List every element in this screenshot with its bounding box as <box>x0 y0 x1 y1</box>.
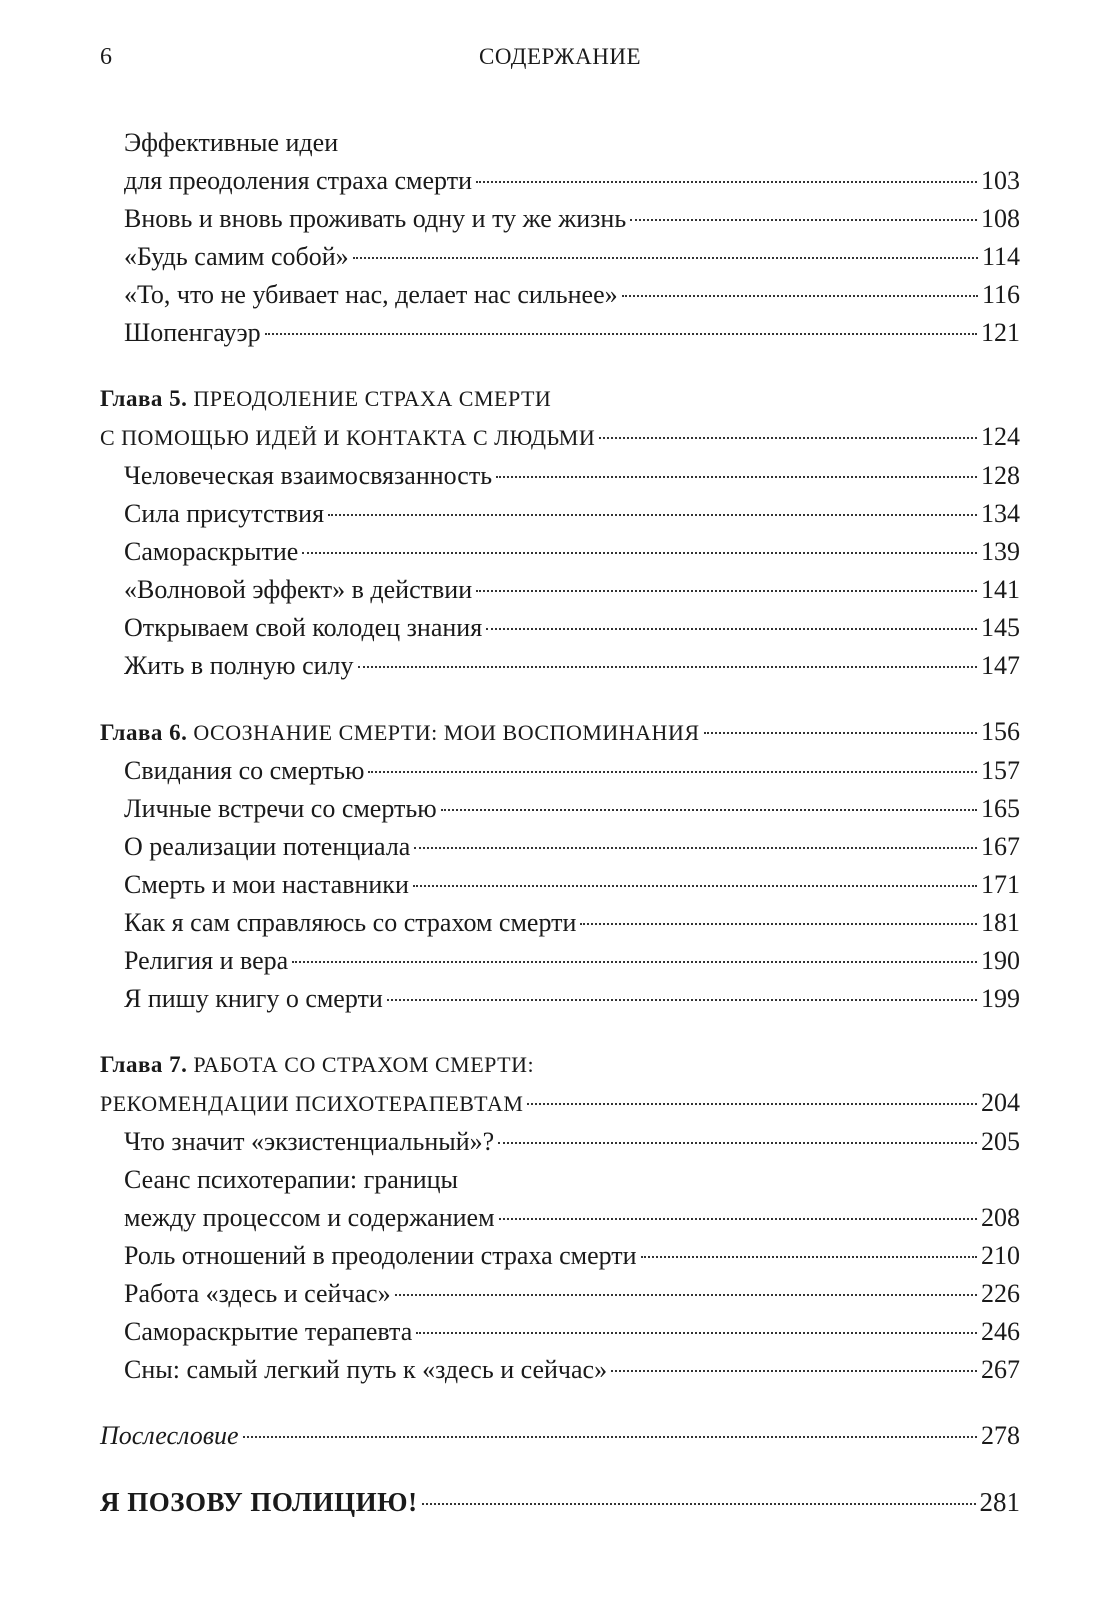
toc-page-number: 246 <box>981 1317 1020 1346</box>
toc-entry-label: Сила присутствия <box>124 499 325 528</box>
toc-page-number: 116 <box>981 280 1020 309</box>
dot-leader <box>599 437 977 439</box>
dot-leader <box>358 666 977 668</box>
toc-entry-label: Жить в полную силу <box>124 651 354 680</box>
dot-leader <box>328 514 977 516</box>
toc-entry-label: «То, что не убивает нас, делает нас сильнее» <box>124 280 618 309</box>
dot-leader <box>353 257 978 259</box>
toc-page-number: 281 <box>979 1487 1020 1517</box>
dot-leader <box>416 1332 977 1334</box>
dot-leader <box>476 590 977 592</box>
toc-section-top <box>100 124 1020 352</box>
toc-entry-label: Открываем свой колодец знания <box>124 613 483 642</box>
toc-page-number: 210 <box>981 1241 1020 1270</box>
toc-entry <box>100 1237 1020 1275</box>
toc-page-number: 103 <box>981 166 1020 195</box>
toc-page-number: 147 <box>981 651 1020 680</box>
table-of-contents <box>100 124 1020 1521</box>
toc-entry <box>100 495 1020 533</box>
toc-page-number: 171 <box>981 870 1020 899</box>
toc-entry-label: Эффективные идеи <box>124 128 339 157</box>
toc-entry-label: Работа «здесь и сейчас» <box>124 1279 391 1308</box>
toc-entry <box>100 238 1020 276</box>
dot-leader <box>580 923 977 925</box>
dot-leader <box>641 1256 977 1258</box>
chapter-title: РЕКОМЕНДАЦИИ ПСИХОТЕРАПЕВТАМ <box>100 1091 524 1116</box>
header-title: СОДЕРЖАНИЕ <box>478 44 641 69</box>
toc-entry <box>100 457 1020 495</box>
dot-leader <box>413 885 977 887</box>
dot-leader <box>704 732 977 734</box>
toc-entry <box>100 533 1020 571</box>
dot-leader <box>630 219 977 221</box>
toc-entry <box>100 828 1020 866</box>
toc-entry <box>100 162 1020 200</box>
toc-page-number: 205 <box>981 1127 1020 1156</box>
toc-entry <box>100 752 1020 790</box>
toc-entry-label: для преодоления страха смерти <box>124 166 472 195</box>
toc-entry-label: «Волновой эффект» в действии <box>124 575 473 604</box>
dot-leader <box>292 961 977 963</box>
chapter-label: Глава 7. <box>100 1052 188 1077</box>
toc-entry-label: между процессом и содержанием <box>124 1203 495 1232</box>
chapter-heading <box>100 1046 1020 1084</box>
dot-leader <box>498 1142 977 1144</box>
running-head <box>100 40 1020 80</box>
toc-entry-label: Что значит «экзистенциальный»? <box>124 1127 495 1156</box>
toc-entry-label: Я пишу книгу о смерти <box>124 984 383 1013</box>
toc-entry <box>100 1275 1020 1313</box>
toc-entry <box>100 980 1020 1018</box>
toc-entry <box>100 200 1020 238</box>
toc-page-number: 156 <box>981 717 1020 746</box>
toc-entry <box>100 790 1020 828</box>
page-number: 6 <box>100 44 112 70</box>
toc-entry <box>100 1161 1020 1199</box>
toc-entry-label: Религия и вера <box>124 946 289 975</box>
toc-page-number: 167 <box>981 832 1020 861</box>
dot-leader <box>499 1218 977 1220</box>
dot-leader <box>486 628 977 630</box>
toc-entry-label: «Будь самим собой» <box>124 242 349 271</box>
toc-entry <box>100 1199 1020 1237</box>
toc-entry-label: Свидания со смертью <box>124 756 365 785</box>
chapter-heading <box>100 713 1020 752</box>
toc-entry-label: Самораскрытие <box>124 537 299 566</box>
toc-page-number: 204 <box>981 1088 1020 1117</box>
toc-page-number: 226 <box>981 1279 1020 1308</box>
chapter-heading <box>100 418 1020 457</box>
toc-page-number: 134 <box>981 499 1020 528</box>
toc-entry <box>100 1483 1020 1521</box>
toc-page-number: 208 <box>981 1203 1020 1232</box>
chapter-heading <box>100 1084 1020 1123</box>
chapter-title: ОСОЗНАНИЕ СМЕРТИ: МОИ ВОСПОМИНАНИЯ <box>193 720 700 745</box>
toc-afterword <box>100 1417 1020 1455</box>
chapter-title: ПРЕОДОЛЕНИЕ СТРАХА СМЕРТИ <box>193 386 552 411</box>
dot-leader <box>243 1436 977 1438</box>
toc-entry-label: Вновь и вновь проживать одну и ту же жизнь <box>124 204 627 233</box>
toc-entry <box>100 1351 1020 1389</box>
toc-chapter-6 <box>100 713 1020 1018</box>
chapter-label: Глава 5. <box>100 386 188 411</box>
chapter-heading <box>100 380 1020 418</box>
toc-page-number: 165 <box>981 794 1020 823</box>
toc-page-number: 141 <box>981 575 1020 604</box>
chapter-label: Глава 6. <box>100 720 188 745</box>
toc-page-number: 124 <box>981 422 1020 451</box>
toc-entry-label: Как я сам справляюсь со страхом смерти <box>124 908 577 937</box>
toc-entry-label: Личные встречи со смертью <box>124 794 437 823</box>
toc-page-number: 114 <box>981 242 1020 271</box>
toc-entry <box>100 1417 1020 1455</box>
toc-page-number: 181 <box>981 908 1020 937</box>
dot-leader <box>476 181 977 183</box>
dot-leader <box>414 847 977 849</box>
dot-leader <box>387 999 977 1001</box>
toc-entry <box>100 647 1020 685</box>
toc-entry-label: Сны: самый легкий путь к «здесь и сейчас» <box>124 1355 608 1384</box>
toc-entry <box>100 314 1020 352</box>
dot-leader <box>441 809 977 811</box>
toc-page-number: 278 <box>981 1421 1020 1450</box>
dot-leader <box>265 333 977 335</box>
toc-page-number: 199 <box>981 984 1020 1013</box>
toc-entry <box>100 866 1020 904</box>
toc-chapter-5 <box>100 380 1020 685</box>
toc-page-number: 190 <box>981 946 1020 975</box>
dot-leader <box>611 1370 977 1372</box>
toc-entry-label: Сеанс психотерапии: границы <box>124 1165 459 1194</box>
chapter-title: РАБОТА СО СТРАХОМ СМЕРТИ: <box>193 1052 535 1077</box>
toc-entry <box>100 1313 1020 1351</box>
toc-entry <box>100 1123 1020 1161</box>
toc-entry <box>100 942 1020 980</box>
toc-entry-label: Шопенгауэр <box>124 318 261 347</box>
toc-police <box>100 1483 1020 1521</box>
toc-entry-label: Смерть и мои наставники <box>124 870 409 899</box>
dot-leader <box>527 1103 977 1105</box>
toc-page-number: 139 <box>981 537 1020 566</box>
toc-entry <box>100 609 1020 647</box>
toc-page-number: 267 <box>981 1355 1020 1384</box>
toc-entry-label: Самораскрытие терапевта <box>124 1317 413 1346</box>
toc-entry <box>100 276 1020 314</box>
dot-leader <box>422 1503 976 1505</box>
toc-page-number: 157 <box>981 756 1020 785</box>
toc-page-number: 108 <box>981 204 1020 233</box>
toc-page-number: 128 <box>981 461 1020 490</box>
toc-entry <box>100 124 1020 162</box>
toc-entry <box>100 904 1020 942</box>
dot-leader <box>368 771 977 773</box>
chapter-title: С ПОМОЩЬЮ ИДЕЙ И КОНТАКТА С ЛЮДЬМИ <box>100 425 596 450</box>
toc-entry-label: Я ПОЗОВУ ПОЛИЦИЮ! <box>100 1487 418 1517</box>
toc-entry-label: О реализации потенциала <box>124 832 411 861</box>
dot-leader <box>395 1294 977 1296</box>
toc-entry-label: Послесловие <box>100 1421 239 1450</box>
toc-entry <box>100 571 1020 609</box>
toc-chapter-7 <box>100 1046 1020 1389</box>
toc-entry-label: Роль отношений в преодолении страха смерти <box>124 1241 637 1270</box>
toc-page-number: 145 <box>981 613 1020 642</box>
toc-entry-label: Человеческая взаимосвязанность <box>124 461 493 490</box>
dot-leader <box>496 476 977 478</box>
toc-page-number: 121 <box>981 318 1020 347</box>
dot-leader <box>302 552 977 554</box>
dot-leader <box>622 295 978 297</box>
